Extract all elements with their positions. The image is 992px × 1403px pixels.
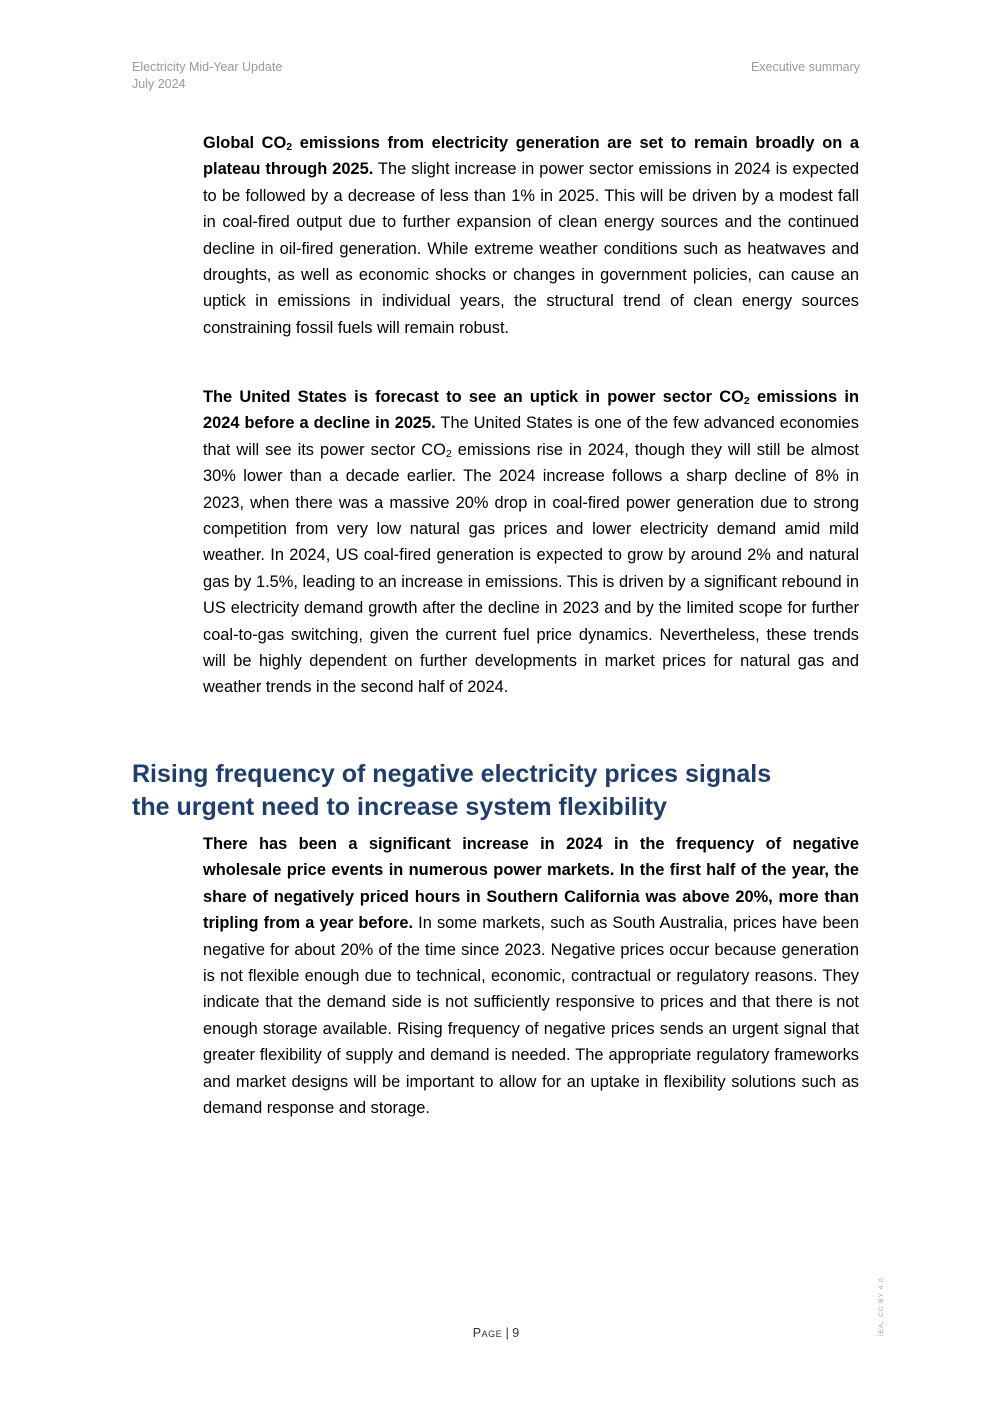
heading-line: Rising frequency of negative electricity prices signals bbox=[132, 760, 772, 788]
paragraph-us-emissions bbox=[203, 384, 859, 701]
lead-text: The United States is forecast to see an uptick in power sector CO bbox=[203, 388, 744, 406]
page-footer bbox=[0, 1326, 992, 1340]
page-number: 9 bbox=[512, 1326, 520, 1340]
paragraph-body: The slight increase in power sector emissions in 2024 is expected to be followed by a decrease of less than 1% in 2025. This will be driven by a modest fall in coal-fired output due to further expansion of clean energy sources and the continued decline in oil-fired generation. While extreme weather conditions such as heatwaves and droughts, as well as economic shocks or changes in government policies, can cause an uptick in emissions in individual years, the structural trend of clean energy sources constraining fossil fuels will remain robust. bbox=[203, 160, 859, 337]
subscript: 2 bbox=[743, 395, 750, 407]
heading-line: the urgent need to increase system flexibility bbox=[132, 793, 667, 821]
report-title: Electricity Mid-Year Update bbox=[132, 60, 283, 74]
subscript: 2 bbox=[445, 447, 452, 460]
paragraph-body: The United States is one of the few advanced economies that will see its power sector CO bbox=[203, 414, 859, 459]
running-header-left bbox=[132, 59, 282, 93]
paragraph-body: In some markets, such as South Australia, prices have been negative for about 20% of the time since 2023. Negative prices occur because generation is not flexible enough due to technical, economic, contractual or regulatory reasons. They indicate that the demand side is not sufficiently responsive to prices and that there is not enough storage available. Rising frequency of negative prices sends an urgent signal that greater flexibility of supply and demand is needed. The appropriate regulatory frameworks and market designs will be important to allow for an uptake in flexibility solutions such as demand response and storage. bbox=[203, 914, 859, 1118]
lead-text: emissions in 2024 before a decline in 2025. bbox=[203, 388, 859, 433]
paragraph-body: emissions rise in 2024, though they will still be almost 30% lower than a decade earlier. The 2024 increase follows a sharp decline of 8% in 2023, when there was a massive 20% drop in coal-fired power generation due to strong competition from very low natural gas prices and lower electricity demand amid mild weather. In 2024, US coal-fired generation is expected to grow by around 2% and natural gas by 1.5%, leading to an increase in emissions. This is driven by a significant rebound in US electricity demand growth after the decline in 2023 and by the limited scope for further coal-to-gas switching, given the current fuel price dynamics. Nevertheless, these trends will be highly dependent on further developments in market prices for natural gas and weather trends in the second half of 2024. bbox=[203, 440, 859, 697]
license-note: IEA. CC BY 4.0. bbox=[878, 1274, 885, 1336]
lead-text: emissions from electricity generation are set to remain broadly on a plateau through 2025. bbox=[203, 134, 859, 179]
lead-text: Global CO bbox=[203, 134, 287, 152]
section-heading bbox=[132, 758, 852, 824]
running-header-right bbox=[751, 59, 860, 76]
report-date: July 2024 bbox=[132, 77, 186, 91]
paragraph-lead: There has been a significant increase in 2024 in the frequency of negative wholesale price events in numerous power markets. In the first half of the year, the share of negatively priced hours in Southern California was above 20%, more than tripling from a year before. bbox=[203, 835, 859, 933]
paragraph-global-emissions bbox=[203, 130, 859, 341]
paragraph-negative-prices bbox=[203, 831, 859, 1121]
page-separator: | bbox=[502, 1326, 513, 1340]
section-name: Executive summary bbox=[750, 60, 860, 74]
subscript: 2 bbox=[286, 141, 293, 153]
page-label: Page bbox=[472, 1326, 503, 1340]
